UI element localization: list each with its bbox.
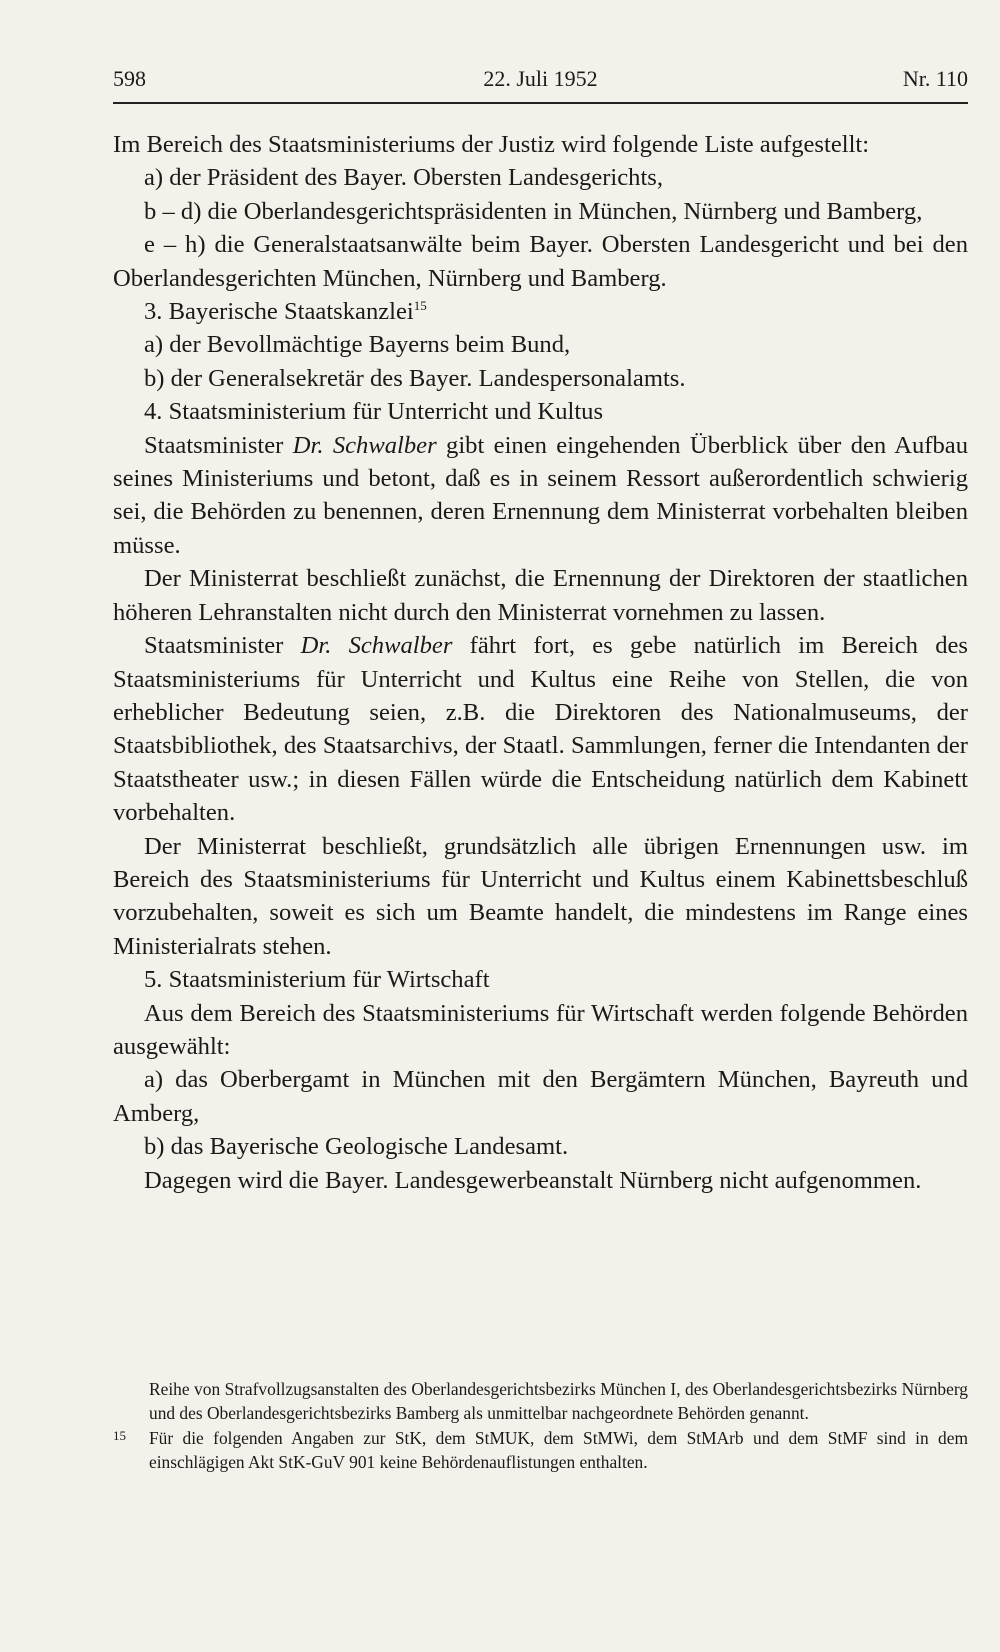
document-number: Nr. 110: [902, 66, 968, 91]
footnote-15: [113, 1427, 968, 1474]
paragraph: Dagegen wird die Bayer. Landesgewerbeanstalt Nürnberg nicht aufgenommen.: [144, 1166, 922, 1194]
footnote-reference: 15: [413, 297, 427, 313]
text-run: fährt fort, es gebe natürlich im Bereich des Staatsministeriums für Unterricht und Kultus eine Reihe von Stellen, die von erheblicher Bedeutung seien, z.B. die Direktoren des Nationalmuseums, der Staatsbibliothek, des Staatsarchivs, der Staatl. Sammlungen, ferner die Intendanten der Staatstheater usw.; in diesen Fällen würde die Entscheidung natürlich dem Kabinett vorbehalten.: [113, 632, 968, 827]
list-item: a) der Präsident des Bayer. Obersten Landesgerichts,: [144, 164, 664, 192]
footnote-marker: 15: [113, 1428, 126, 1444]
main-text: [113, 128, 968, 1197]
text-run: Staatsminister: [144, 431, 293, 459]
section-heading: 5. Staatsministerium für Wirtschaft: [144, 966, 490, 994]
person-name: Dr. Schwalber: [292, 431, 437, 459]
footnote-text: Für die folgenden Angaben zur StK, dem StMUK, dem StMWi, dem StMArb und dem StMF sind in dem einschlägigen Akt StK-GuV 901 keine Behördenauflistungen enthalten.: [149, 1428, 968, 1472]
list-item: b – d) die Oberlandesgerichtspräsidenten in München, Nürnberg und Bamberg,: [144, 197, 923, 225]
list-item: b) der Generalsekretär des Bayer. Landespersonalamts.: [144, 364, 686, 392]
section-heading: 4. Staatsministerium für Unterricht und Kultus: [144, 398, 604, 426]
paragraph: [113, 429, 968, 563]
footnotes: [113, 1378, 968, 1474]
person-name: Dr. Schwalber: [300, 632, 453, 660]
list-item: a) das Oberbergamt in München mit den Bergämtern München, Bayreuth und Amberg,: [113, 1066, 968, 1127]
text-run: Staatsminister: [144, 632, 301, 660]
list-item: a) der Bevollmächtige Bayerns beim Bund,: [144, 331, 571, 359]
paragraph: Der Ministerrat beschließt, grundsätzlich alle übrigen Ernennungen usw. im Bereich des Staatsministeriums für Unterricht und Kultus einem Kabinettsbeschluß vorzubehalten, soweit es sich um Beamte handelt, die mindestens im Range eines Ministerialrats stehen.: [113, 832, 968, 960]
page-number: 598: [113, 66, 146, 91]
paragraph: [113, 629, 968, 829]
section-heading: [113, 295, 968, 328]
section-heading-text: 3. Bayerische Staatskanzlei: [144, 298, 414, 326]
footnote-continuation: Reihe von Strafvollzugsanstalten des Oberlandesgerichtsbezirks München I, des Oberlandesgerichtsbezirks Nürnberg und des Oberlandesgerichtsbezirks Bamberg als unmittelbar nachgeordnete Behörden genannt.: [149, 1379, 968, 1423]
paragraph: Im Bereich des Staatsministeriums der Justiz wird folgende Liste aufgestellt:: [113, 131, 870, 158]
running-header: [113, 62, 968, 104]
paragraph: Aus dem Bereich des Staatsministeriums für Wirtschaft werden folgende Behörden ausgewählt:: [113, 999, 968, 1060]
list-item: e – h) die Generalstaatsanwälte beim Bayer. Obersten Landesgericht und bei den Oberlandesgerichten München, Nürnberg und Bamberg.: [113, 231, 968, 292]
header-date: 22. Juli 1952: [483, 66, 598, 91]
paragraph: Der Ministerrat beschließt zunächst, die Ernennung der Direktoren der staatlichen höheren Lehranstalten nicht durch den Ministerrat vornehmen zu lassen.: [113, 565, 968, 626]
text-run: gibt einen eingehenden Überblick über den Aufbau seines Ministeriums und betont, daß es in seinem Ressort außerordentlich schwierig sei, die Behörden zu benennen, deren Ernennung dem Ministerrat vorbehalten bleiben müsse.: [113, 431, 968, 559]
list-item: b) das Bayerische Geologische Landesamt.: [144, 1133, 569, 1161]
